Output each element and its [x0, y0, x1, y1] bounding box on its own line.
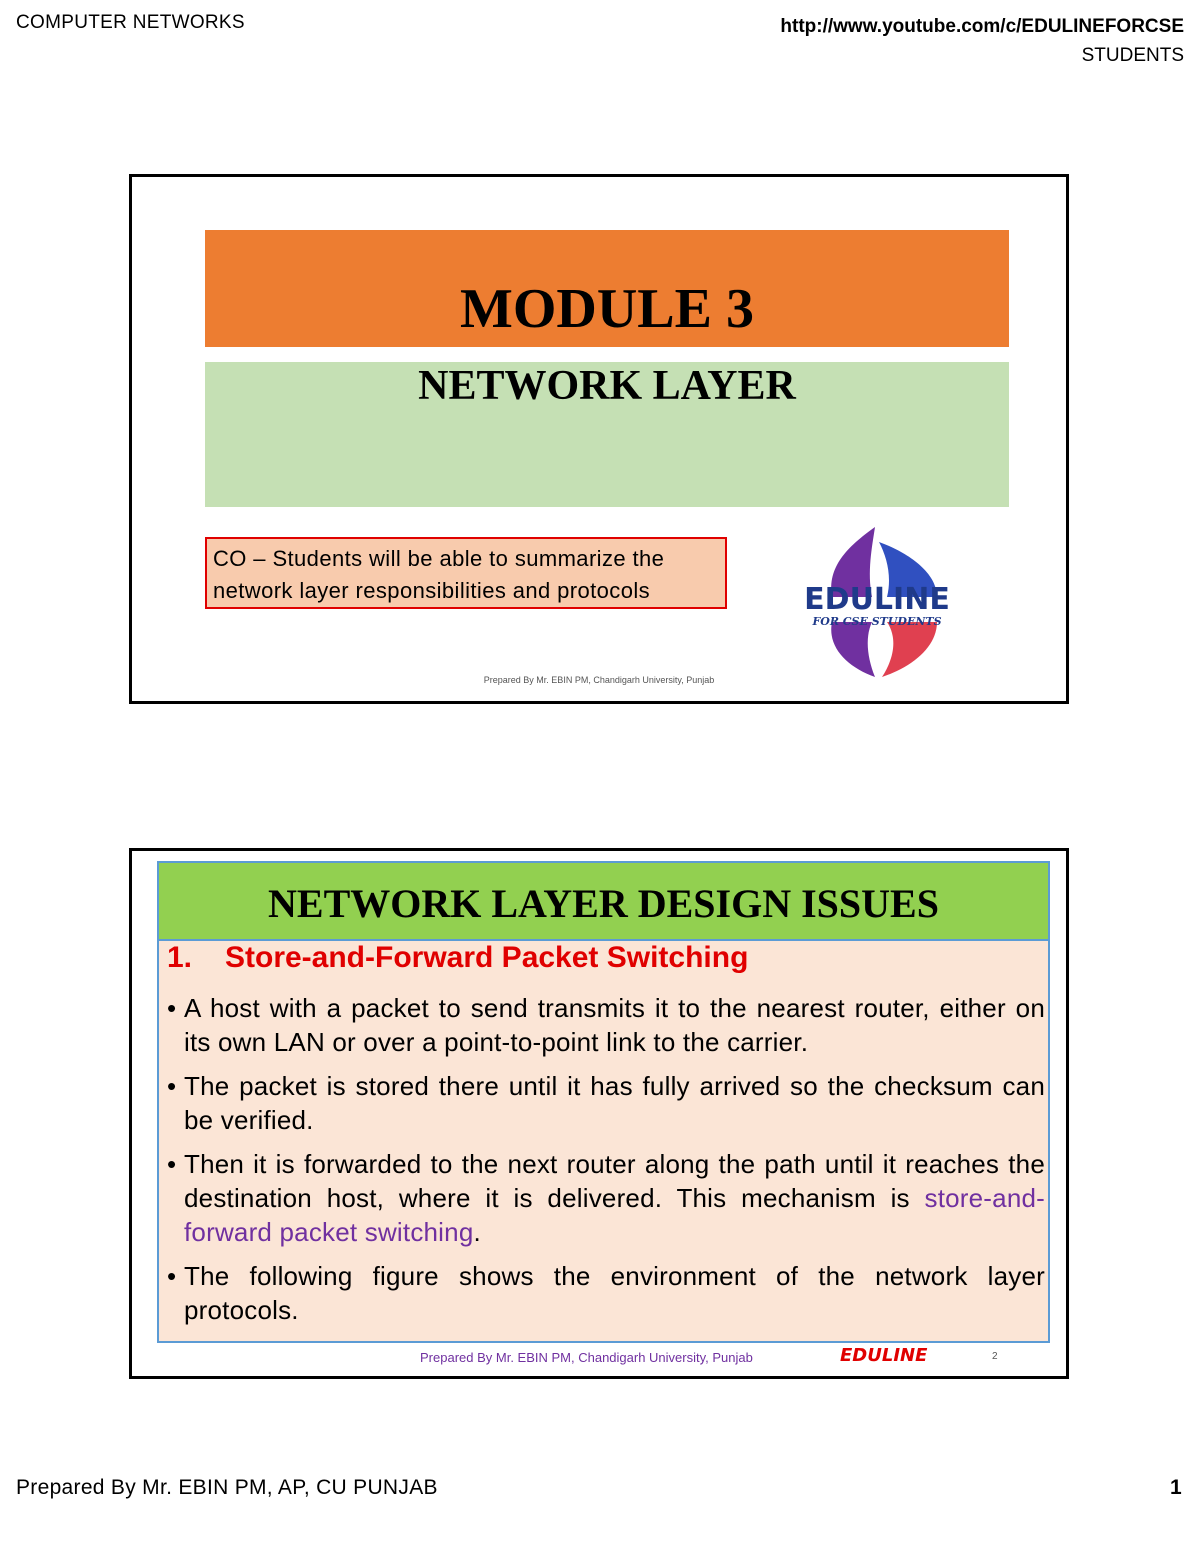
slide-2 [129, 848, 1069, 1379]
slide2-prepared-by: Prepared By Mr. EBIN PM, Chandigarh University, Punjab [420, 1350, 753, 1365]
module-title: MODULE 3 [460, 277, 754, 340]
co-line-2: network layer responsibilities and protocols [213, 578, 651, 603]
header-url-line1: http://www.youtube.com/c/EDULINEFORCSE [780, 16, 1184, 37]
logo-text: EDULINE [804, 582, 950, 617]
module-banner [205, 230, 1009, 347]
header-url [780, 12, 1184, 70]
course-outcome-box [205, 537, 727, 609]
bullet-item [167, 1147, 1045, 1249]
bullet3-text: Then it is forwarded to the next router along the path until it reaches the destination host, where it is delivered. This mechanism is [184, 1149, 1045, 1213]
bullet-item: • The packet is stored there until it has fully arrived so the checksum can be verified. [167, 1069, 1045, 1137]
subtitle: NETWORK LAYER [418, 363, 796, 409]
eduline-logo [787, 527, 967, 682]
slide2-logo: EDULINE [840, 1345, 928, 1366]
bullet-list [167, 991, 1045, 1337]
section-number: 1. [167, 941, 193, 974]
slide2-content-frame [157, 861, 1050, 1343]
page-footer-author: Prepared By Mr. EBIN PM, AP, CU PUNJAB [16, 1476, 438, 1499]
highlight-term: store-and-forward packet switching [184, 1183, 1045, 1247]
slide2-title-band [159, 863, 1048, 941]
subtitle-banner [205, 362, 1009, 507]
header-course-title: COMPUTER NETWORKS [16, 12, 245, 33]
header-url-line2: STUDENTS [1081, 45, 1184, 66]
logo-subtext: FOR CSE STUDENTS [812, 615, 942, 628]
bullet-item: • The following figure shows the environment of the network layer protocols. [167, 1259, 1045, 1327]
bullet3-end: . [473, 1217, 481, 1247]
bullet-item: • A host with a packet to send transmits it to the nearest router, either on its own LAN or over a point-to-point link to the carrier. [167, 991, 1045, 1059]
section-heading [167, 941, 748, 975]
slide2-title: NETWORK LAYER DESIGN ISSUES [268, 880, 939, 926]
section-title: Store-and-Forward Packet Switching [225, 941, 749, 974]
page-number: 1 [1170, 1476, 1182, 1499]
slide1-prepared-by: Prepared By Mr. EBIN PM, Chandigarh University, Punjab [483, 675, 715, 685]
co-line-1: CO – Students will be able to summarize the [213, 546, 665, 571]
slide-1 [129, 174, 1069, 704]
slide2-number: 2 [992, 1351, 998, 1362]
